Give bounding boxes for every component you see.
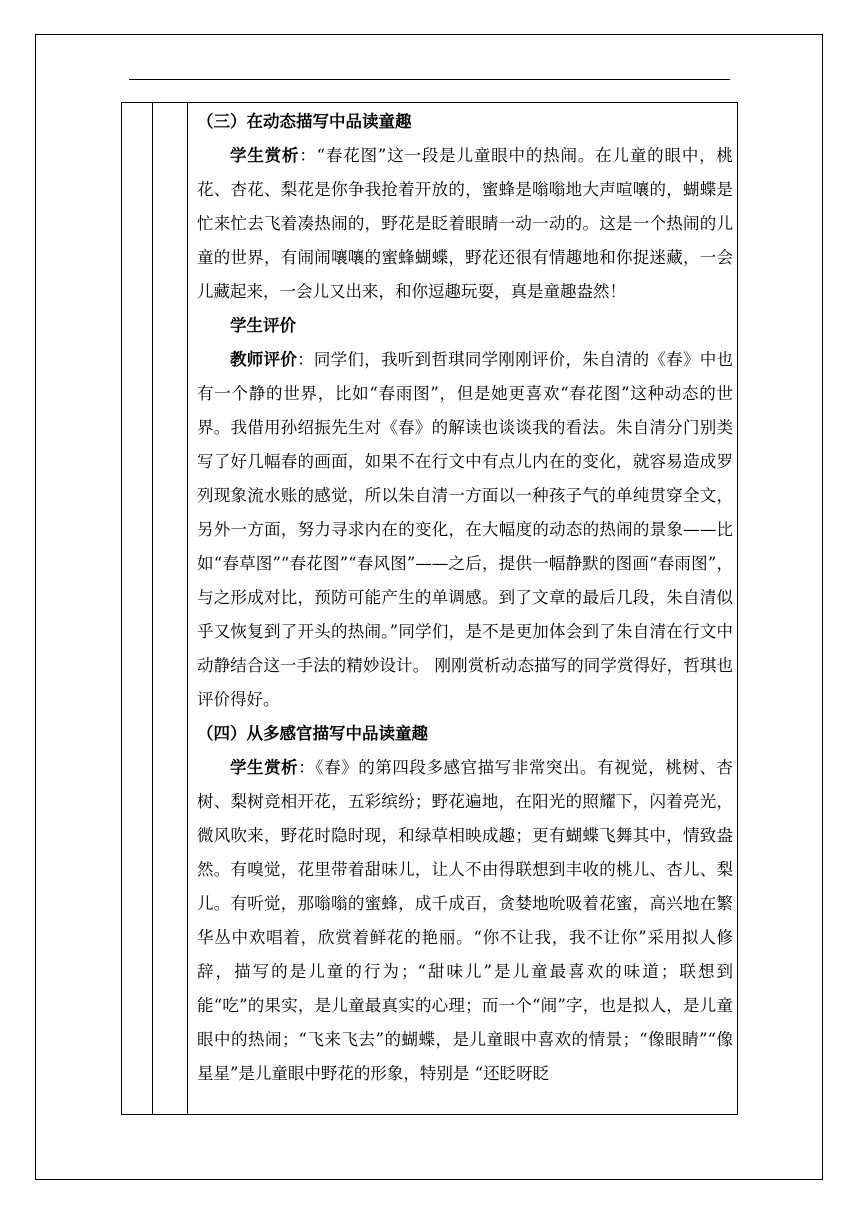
student-evaluation-label: 学生评价 <box>230 316 296 335</box>
student-appreciation-paragraph <box>197 751 733 1091</box>
teacher-evaluation-label: 教师评价 <box>230 350 298 369</box>
table-column-divider <box>152 102 153 1115</box>
teacher-evaluation-text: ：同学们，我听到哲琪同学刚刚评价，朱自清的《春》中也有一个静的世界，比如“春雨图”，但是她更喜欢“春花图”这种动态的世界。我借用孙绍振先生对《春》的解读也谈谈我的看法。朱自清分门别类写了好几幅春的画面，如果不在行文中有点儿内在的变化，就容易造成罗列现象流水账的感觉，所以朱自清一方面以一种孩子气的单纯贯穿全文，另外一方面，努力寻求内在的变化，在大幅度的动态的热闹的景象——比如“春草图”“春花图”“春风图”——之后，提供一幅静默的图画“春雨图”，与之形成对比，预防可能产生的单调感。到了文章的最后几段，朱自清似乎又恢复到了开头的热闹。”同学们，是不是更加体会到了朱自清在行文中动静结合这一手法的精妙设计。 刚刚赏析动态描写的同学赏得好，哲琪也评价得好。 <box>197 350 734 709</box>
student-appreciation-paragraph <box>197 139 733 309</box>
section-heading: （三）在动态描写中品读童趣 <box>197 112 412 131</box>
header-rule <box>129 79 730 80</box>
student-appreciation-label: 学生赏析 <box>230 146 300 165</box>
student-appreciation-text: ：《春》的第四段多感官描写非常突出。有视觉，桃树、杏树、梨树竞相开花，五彩缤纷；野花遍地，在阳光的照耀下，闪着亮光，微风吹来，野花时隐时现，和绿草相映成趣；更有蝴蝶飞舞其中，情致盎然。有嗅觉，花里带着甜味儿，让人不由得联想到丰收的桃儿、杏儿、梨儿。有听觉，那嗡嗡的蜜蜂，成千成百，贪婪地吮吸着花蜜，高兴地在繁华丛中欢唱着，欣赏着鲜花的艳丽。“你不让我，我不让你”采用拟人修辞，描写的是儿童的行为；“甜味儿”是儿童最喜欢的味道；联想到能“吃”的果实，是儿童最真实的心理；而一个“闹”字，也是拟人，是儿童眼中的热闹；“飞来飞去”的蝴蝶，是儿童眼中喜欢的情景；“像眼睛”“像星星”是儿童眼中野花的形象，特别是 “还眨呀眨 <box>197 758 734 1083</box>
teacher-evaluation-paragraph <box>197 343 733 717</box>
student-appreciation-label: 学生赏析 <box>230 758 299 777</box>
table-content-cell <box>197 105 733 1091</box>
student-appreciation-text: ：“春花图”这一段是儿童眼中的热闹。在儿童的眼中，桃花、杏花、梨花是你争我抢着开放的，蜜蜂是嗡嗡地大声喧嚷的，蝴蝶是忙来忙去飞着凑热闹的，野花是眨着眼睛一动一动的。这是一个热闹的儿童的世界，有闹闹嚷嚷的蜜蜂蝴蝶，野花还很有情趣地和你捉迷藏，一会儿藏起来，一会儿又出来，和你逗趣玩耍，真是童趣盎然！ <box>197 146 733 301</box>
section-heading: （四）从多感官描写中品读童趣 <box>197 724 428 743</box>
table-column-divider <box>187 102 188 1115</box>
